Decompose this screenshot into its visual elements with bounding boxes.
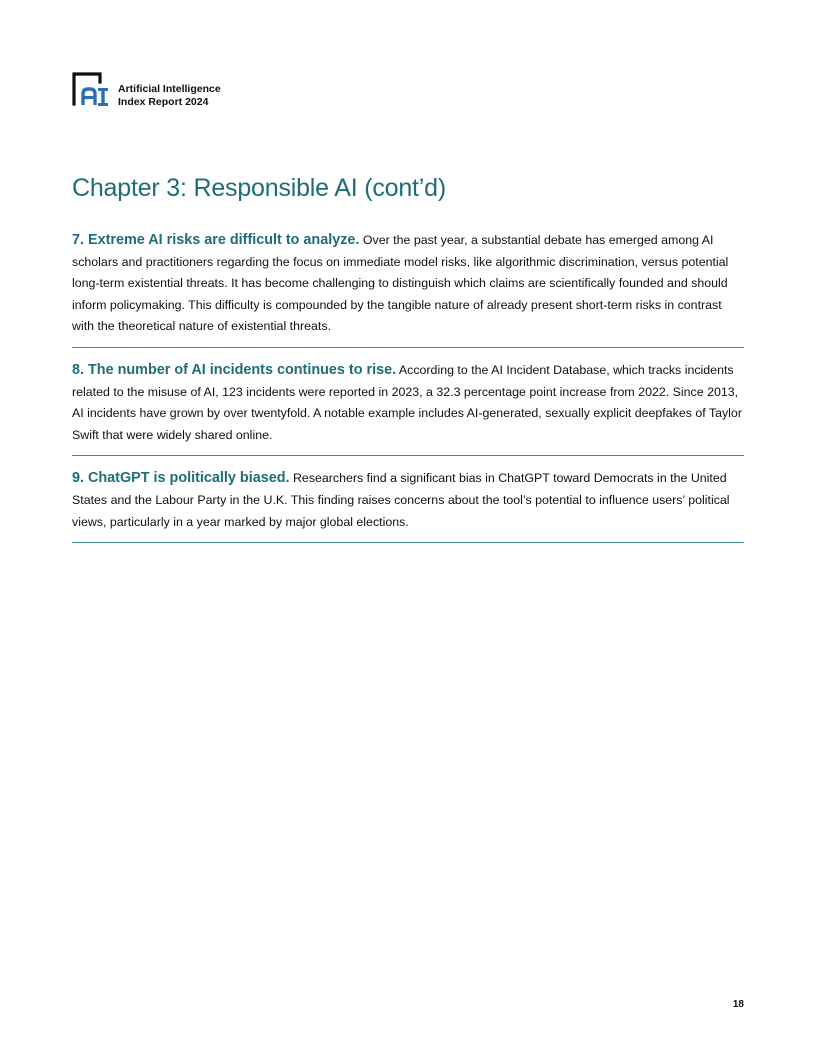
highlight-item: [72, 464, 744, 543]
highlights-list: [72, 226, 744, 551]
highlight-paragraph: [72, 230, 744, 338]
report-title: [118, 83, 221, 109]
highlight-lead: 8. The number of AI incidents continues to rise.: [72, 361, 397, 378]
highlight-lead: 9. ChatGPT is politically biased.: [72, 470, 290, 487]
page-number: 18: [732, 999, 744, 1010]
ai-index-logo-icon: [72, 71, 110, 107]
highlight-body: According to the AI Incident Database, which tracks incidents related to the misuse of AI, 123 incidents were reported in 2023, a 32.3 percentage point increase from 2022. Since 2013, AI incidents have grown by over twentyfold. A notable example includes AI-generated, sexually explicit deepfakes of Taylor Swift that were widely shared online.: [72, 362, 742, 442]
report-header: [72, 71, 221, 109]
highlight-paragraph: [72, 468, 744, 533]
highlight-item: [72, 356, 744, 456]
report-title-line1: Artificial Intelligence: [118, 83, 221, 95]
highlight-body: Over the past year, a substantial debate has emerged among AI scholars and practitioners regarding the focus on immediate model risks, like algorithmic discrimination, versus potential long-term existential threats. It has become challenging to distinguish which claims are scientifically founded and should inform policymaking. This difficulty is compounded by the tangible nature of already present short-term risks in contrast with the theoretical nature of existential threats.: [72, 233, 729, 334]
highlight-body: Researchers find a significant bias in ChatGPT toward Democrats in the United States and the Labour Party in the U.K. This finding raises concerns about the tool’s potential to influence users’ political views, particularly in a year marked by major global elections.: [72, 471, 730, 529]
chapter-title: Chapter 3: Responsible AI (cont’d): [72, 174, 446, 202]
highlight-item: [72, 226, 744, 348]
highlight-paragraph: [72, 360, 744, 446]
report-title-line2: Index Report 2024: [118, 96, 209, 108]
highlight-lead: 7. Extreme AI risks are difficult to analyze.: [72, 232, 360, 248]
